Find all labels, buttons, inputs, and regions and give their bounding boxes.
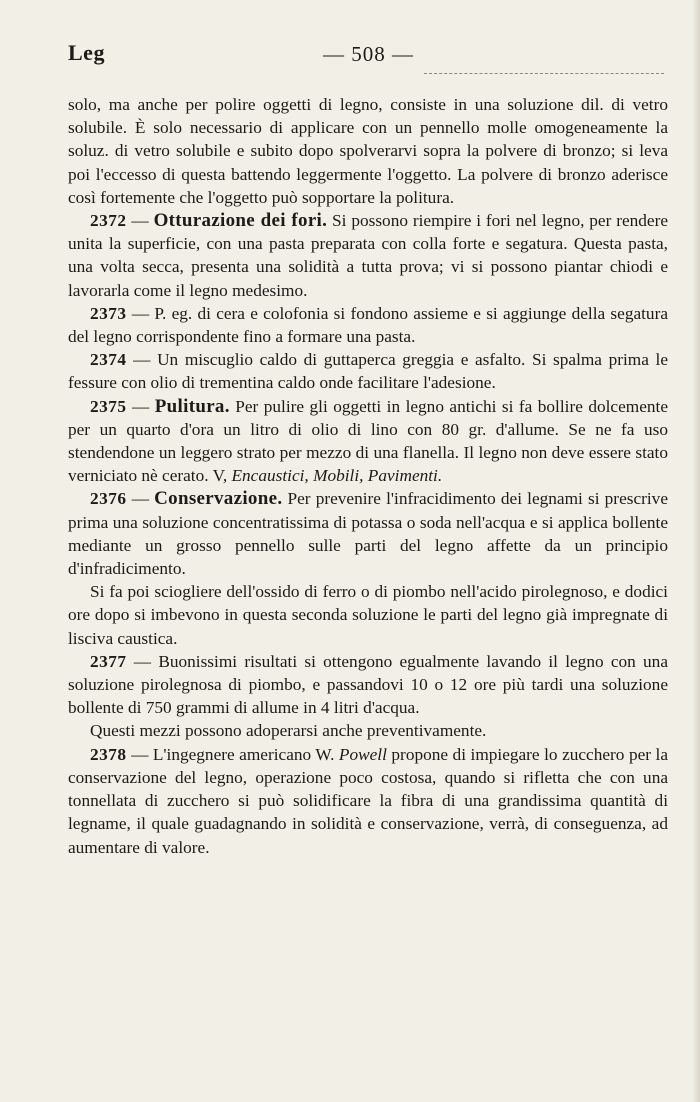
entry-text: — L'ingegnere americano W. bbox=[126, 744, 339, 764]
page-body bbox=[68, 93, 668, 859]
entry-2372 bbox=[68, 209, 668, 302]
entry-heading: Conservazione. bbox=[154, 488, 283, 510]
entry-number: 2377 bbox=[90, 651, 127, 671]
entry-text-continued: propone di impiegare lo zucchero per la conservazione del legno, operazione poco costosa, quando si rifletta che con una tonnellata di zucchero si può solidificare la fibra di una grandissima quantità di legname, il quale guadagnando in solidità e conservazione, verrà, di conseguenza, ad aumentare di valore. bbox=[68, 744, 668, 857]
page-edge-shadow bbox=[692, 0, 700, 1102]
entry-2378 bbox=[68, 743, 668, 859]
entry-text: Per prevenire l'infracidimento dei legnami si prescrive prima una soluzione concentratissima di potassa o soda nell'acqua e si applica bollente mediante un grosso pennello sulle parti del legno affette da un principio d'infradicimento. bbox=[68, 489, 668, 579]
paragraph-mezzi: Questi mezzi possono adoperarsi anche preventivamente. bbox=[90, 721, 487, 741]
entry-dash: — bbox=[126, 489, 155, 509]
entry-heading: Otturazione dei fori. bbox=[153, 210, 328, 232]
header-rule bbox=[424, 73, 664, 75]
page-number: — 508 — bbox=[323, 42, 414, 66]
entry-text: — P. eg. di cera e colofonia si fondono assieme e si aggiunge della segatura del legno corrispondente fino a formare una pasta. bbox=[68, 303, 668, 347]
person-name: Powell bbox=[338, 744, 387, 764]
continued-paragraph: solo, ma anche per polire oggetti di legno, consiste in una soluzione dil. di vetro solubile. È solo necessario di applicare con un pennello molle omogeneamente la soluz. di vetro solubile e subito dopo spolverarvi sopra la polvere di bronzo; si leva poi l'eccesso di questa battendo leggermente l'oggetto. La polvere di bronzo aderisce così fortemente che l'oggetto può sopportare la politura. bbox=[68, 95, 668, 207]
entry-2374 bbox=[68, 348, 668, 394]
running-header bbox=[68, 40, 668, 70]
entry-text: — Buonissimi risultati si ottengono egualmente lavando il legno con una soluzione pirolegnosa di piombo, e passandovi 10 o 12 ore più tardi una soluzione bollente di 750 grammi di allume in 4 litri d'acqua. bbox=[68, 651, 668, 718]
entry-number: 2373 bbox=[90, 303, 127, 323]
entry-2377 bbox=[68, 650, 668, 720]
entry-dash: — bbox=[126, 396, 155, 416]
cross-references: Encaustici, Mobili, Pavimenti. bbox=[231, 466, 443, 486]
section-abbreviation: Leg bbox=[68, 40, 105, 65]
entry-number: 2378 bbox=[90, 744, 127, 764]
entry-2376 bbox=[68, 487, 668, 580]
entry-text: — Un miscuglio caldo di guttaperca greggia e asfalto. Si spalma prima le fessure con olio di trementina caldo onde facilitare l'adesione. bbox=[68, 350, 668, 393]
entry-2375 bbox=[68, 395, 668, 488]
entry-text: Si possono riempire i fori nel legno, per rendere unita la superficie, con una pasta preparata con colla forte e segatura. Questa pasta, una volta secca, presenta una solidità a tutta prova; vi si possono piantar chiodi e lavorarla come il legno medesimo. bbox=[68, 211, 669, 300]
entry-text: Per pulire gli oggetti in legno antichi si fa bollire dolcemente per un quarto d'ora un litro di olio di lino con 80 gr. d'allume. Se ne fa uso stendendone un leggero strato per mezzo di una flanella. Il legno non deve essere stato verniciato nè cerato. V, bbox=[68, 396, 668, 486]
entry-dash: — bbox=[126, 211, 154, 231]
entry-number: 2372 bbox=[90, 211, 127, 231]
entry-number: 2374 bbox=[90, 350, 127, 370]
entry-number: 2375 bbox=[90, 396, 127, 416]
entry-2373 bbox=[68, 302, 668, 348]
entry-heading: Pulitura. bbox=[154, 395, 230, 417]
entry-number: 2376 bbox=[90, 489, 127, 509]
paragraph-ossido: Si fa poi sciogliere dell'ossido di ferro o di piombo nell'acido pirolegnoso, e dodici ore dopo si imbevono in questa seconda soluzione le parti del legno già impregnate di lisciva caustica. bbox=[68, 582, 668, 648]
